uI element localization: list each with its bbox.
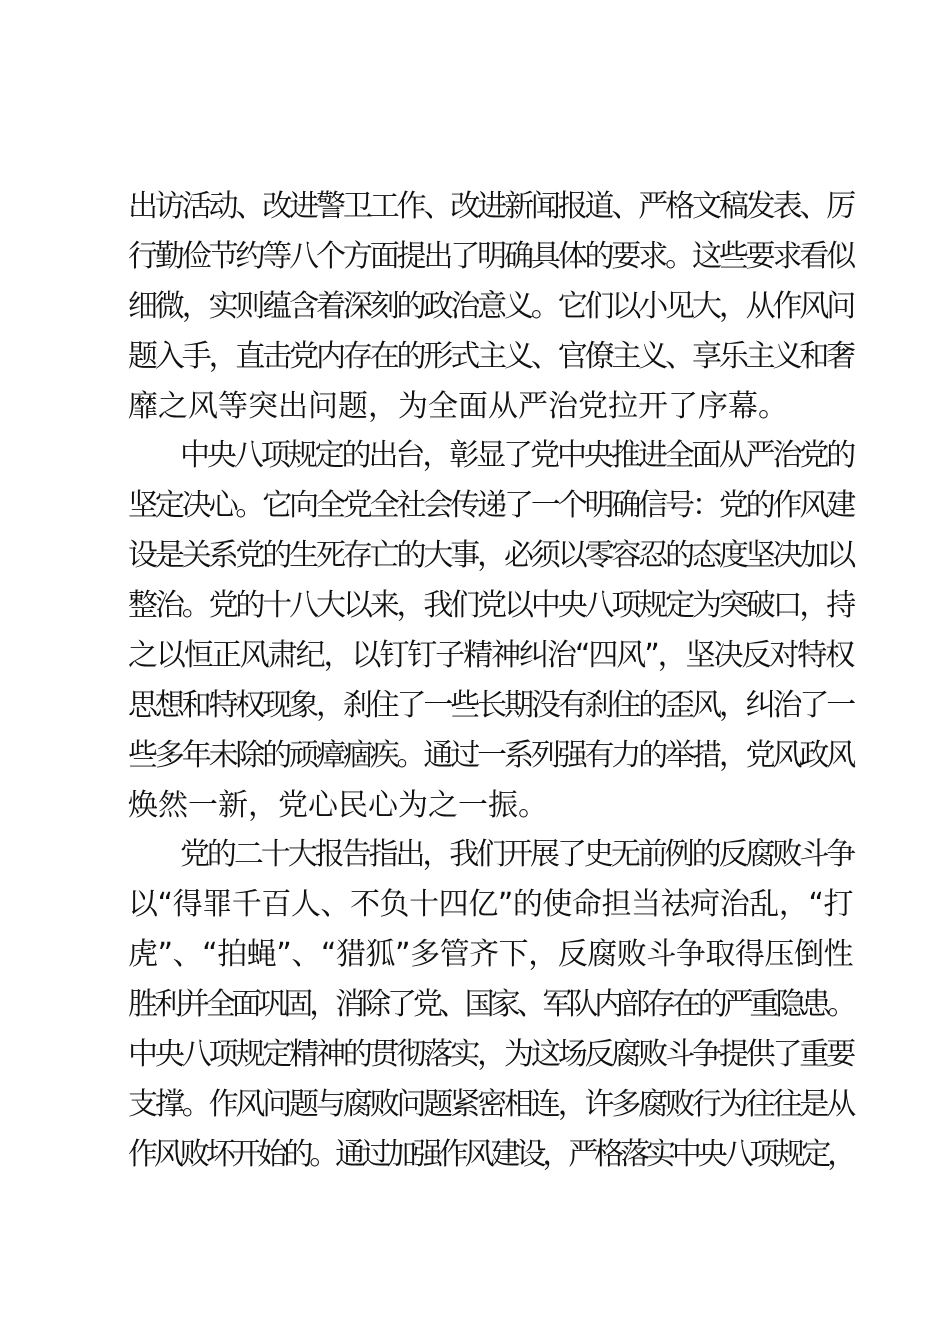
text-line: 坚定决心。它向全党全社会传递了一个明确信号：党的作风建	[128, 488, 853, 523]
text-line: 整治。党的十八大以来，我们党以中央八项规定为突破口，持	[128, 588, 853, 623]
text-line: 设是关系党的生死存亡的大事，必须以零容忍的态度坚决加以	[128, 538, 853, 573]
text-line: 靡之风等突出问题，为全面从严治党拉开了序幕。	[128, 389, 788, 424]
text-line: 支撑。作风问题与腐败问题紧密相连，许多腐败行为往往是从	[128, 1087, 853, 1122]
text-line: 之以恒正风肃纪，以钉钉子精神纠治“四风”，坚决反对特权	[128, 638, 853, 673]
text-line: 题入手，直击党内存在的形式主义、官僚主义、享乐主义和奢	[128, 339, 853, 374]
text-line: 些多年未除的顽瘴痼疾。通过一系列强有力的举措，党风政风	[128, 738, 853, 773]
text-line: 胜利并全面巩固，消除了党、国家、军队内部存在的严重隐患。	[128, 987, 853, 1022]
text-line: 行勤俭节约等八个方面提出了明确具体的要求。这些要求看似	[128, 239, 853, 274]
text-line: 以“得罪千百人、不负十四亿”的使命担当祛疴治乱，“打	[128, 887, 853, 922]
text-line: 思想和特权现象，刹住了一些长期没有刹住的歪风，纠治了一	[128, 688, 853, 723]
text-line: 作风败坏开始的。通过加强作风建设，严格落实中央八项规定，	[128, 1137, 853, 1172]
text-line: 中央八项规定的出台，彰显了党中央推进全面从严治党的	[180, 438, 853, 473]
text-line: 中央八项规定精神的贯彻落实，为这场反腐败斗争提供了重要	[128, 1037, 853, 1072]
text-line: 细微，实则蕴含着深刻的政治意义。它们以小见大，从作风问	[128, 289, 853, 324]
text-line: 虎”、“拍蝇”、“猎狐”多管齐下，反腐败斗争取得压倒性	[128, 937, 853, 972]
text-line: 焕然一新，党心民心为之一振。	[128, 788, 548, 823]
text-line: 党的二十大报告指出，我们开展了史无前例的反腐败斗争	[180, 837, 853, 872]
text-line: 出访活动、改进警卫工作、改进新闻报道、严格文稿发表、厉	[128, 189, 853, 224]
